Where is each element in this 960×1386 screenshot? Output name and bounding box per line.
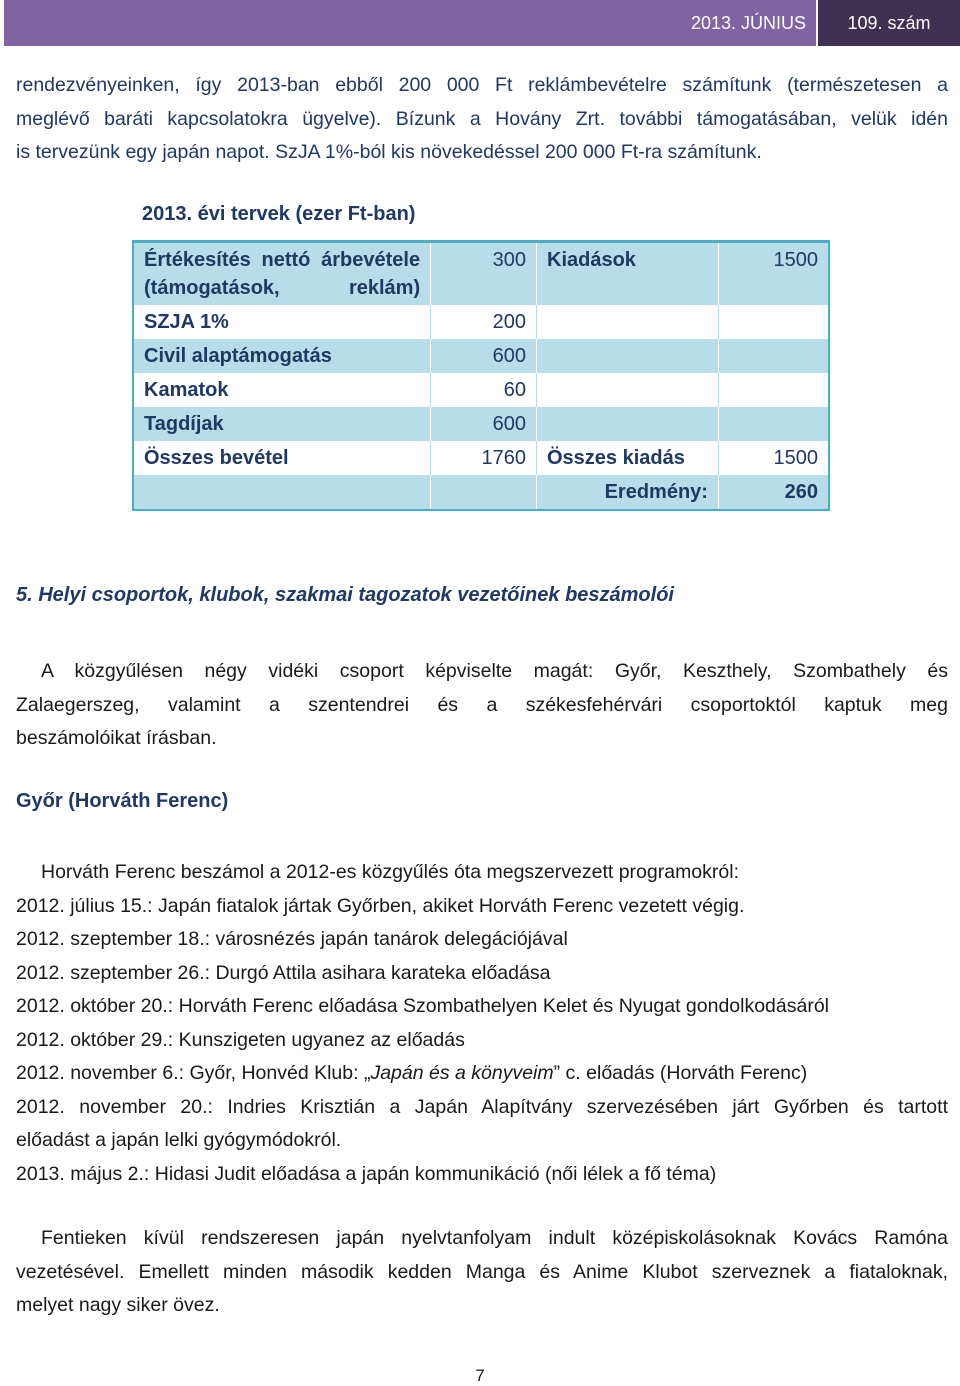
income-label: Értékesítés nettó árbevétele (támogatások, reklám) bbox=[133, 242, 431, 306]
empty-cell bbox=[537, 339, 719, 373]
page-number: 7 bbox=[475, 1366, 485, 1385]
table-row bbox=[133, 339, 829, 373]
list-item: 2012. szeptember 26.: Durgó Attila asihara karateka előadása bbox=[16, 961, 551, 984]
total-expense-label: Összes kiadás bbox=[537, 441, 719, 475]
income-value: 200 bbox=[431, 305, 537, 339]
table-row bbox=[133, 441, 829, 475]
expense-value: 1500 bbox=[718, 242, 829, 306]
issue-number: 109. szám bbox=[847, 13, 931, 33]
table-row bbox=[133, 475, 829, 510]
empty-cell bbox=[718, 339, 829, 373]
page-header bbox=[4, 0, 960, 46]
list-item: 2012. július 15.: Japán fiatalok jártak Győrben, akiket Horváth Ferenc vezetett végig. bbox=[16, 894, 745, 917]
event-text: ” c. előadás (Horváth Ferenc) bbox=[553, 1062, 808, 1084]
list-item: 2013. május 2.: Hidasi Judit előadása a japán kommunikáció (női lélek a fő téma) bbox=[16, 1162, 717, 1185]
intro-paragraph bbox=[16, 69, 948, 170]
list-item: 2012. október 20.: Horváth Ferenc előadása Szombathelyen Kelet és Nyugat gondolkodásáról bbox=[16, 995, 830, 1017]
intro-line: rendezvényeinken, így 2013-ban ebből 200 000 Ft reklámbevételre számítunk (természetesen a bbox=[16, 74, 948, 96]
header-bar bbox=[4, 0, 816, 46]
income-value: 600 bbox=[431, 339, 537, 373]
groups-paragraph bbox=[16, 655, 948, 756]
total-income-label: Összes bevétel bbox=[133, 441, 431, 475]
paragraph-line: beszámolóikat írásban. bbox=[16, 727, 217, 749]
budget-table-title: 2013. évi tervek (ezer Ft-ban) bbox=[142, 203, 416, 225]
paragraph-line: Fentieken kívül rendszeresen japán nyelvtanfolyam indult középiskolásoknak Kovács Ramóna bbox=[41, 1227, 948, 1249]
intro-line: meglévő baráti kapcsolatokra ügyelve). Bízunk a Hovány Zrt. további támogatásában, velük idén bbox=[16, 107, 948, 130]
paragraph-line: vezetésével. Emellett minden második kedden Manga és Anime Klubot szerveznek a fiataloknak, bbox=[16, 1260, 948, 1283]
issue-date: 2013. JÚNIUS bbox=[690, 13, 806, 33]
table-row bbox=[133, 407, 829, 441]
total-income-value: 1760 bbox=[431, 441, 537, 475]
empty-cell bbox=[431, 475, 537, 510]
empty-cell bbox=[718, 407, 829, 441]
event-text: 2012. november 6.: Győr, Honvéd Klub: „ bbox=[16, 1062, 371, 1084]
paragraph-line: Zalaegerszeg, valamint a szentendrei és a székesfehérvári csoportoktól kaptuk meg bbox=[16, 693, 948, 716]
expense-label: Kiadások bbox=[537, 242, 719, 306]
empty-cell bbox=[718, 373, 829, 407]
section-heading: 5. Helyi csoportok, klubok, szakmai tagozatok vezetőinek beszámolói bbox=[16, 584, 674, 606]
group-subheading: Győr (Horváth Ferenc) bbox=[16, 790, 229, 812]
paragraph-line: A közgyűlésen négy vidéki csoport képviselte magát: Győr, Keszthely, Szombathely és bbox=[41, 660, 948, 682]
issue-number-box bbox=[818, 0, 960, 46]
list-item: 2012. október 29.: Kunszigeten ugyanez az előadás bbox=[16, 1028, 465, 1051]
income-label: Kamatok bbox=[133, 373, 431, 407]
list-item: 2012. november 20.: Indries Krisztián a Japán Alapítvány szervezésében járt Győrben és tartott bbox=[16, 1095, 948, 1118]
income-value: 300 bbox=[431, 242, 537, 306]
result-label: Eredmény: bbox=[537, 475, 719, 510]
closing-paragraph bbox=[16, 1222, 948, 1323]
paragraph-line: melyet nagy siker övez. bbox=[16, 1294, 220, 1316]
income-label: SZJA 1% bbox=[133, 305, 431, 339]
events-list bbox=[16, 856, 948, 1191]
empty-cell bbox=[537, 305, 719, 339]
empty-cell bbox=[537, 407, 719, 441]
income-label: Tagdíjak bbox=[133, 407, 431, 441]
income-value: 60 bbox=[431, 373, 537, 407]
list-item: 2012. szeptember 18.: városnézés japán tanárok delegációjával bbox=[16, 928, 568, 950]
income-label: Civil alaptámogatás bbox=[133, 339, 431, 373]
income-value: 600 bbox=[431, 407, 537, 441]
table-row bbox=[133, 305, 829, 339]
list-item bbox=[16, 1057, 948, 1091]
result-value: 260 bbox=[718, 475, 829, 510]
events-intro: Horváth Ferenc beszámol a 2012-es közgyűlés óta megszervezett programokról: bbox=[41, 861, 739, 883]
empty-cell bbox=[133, 475, 431, 510]
intro-line: is tervezünk egy japán napot. SzJA 1%-ból kis növekedéssel 200 000 Ft-ra számítunk. bbox=[16, 141, 762, 163]
budget-table bbox=[132, 240, 830, 511]
empty-cell bbox=[718, 305, 829, 339]
table-row bbox=[133, 373, 829, 407]
list-item-continuation: előadást a japán lelki gyógymódokról. bbox=[16, 1129, 342, 1151]
table-row bbox=[133, 242, 829, 306]
event-title: Japán és a könyveim bbox=[370, 1062, 554, 1084]
total-expense-value: 1500 bbox=[718, 441, 829, 475]
empty-cell bbox=[537, 373, 719, 407]
